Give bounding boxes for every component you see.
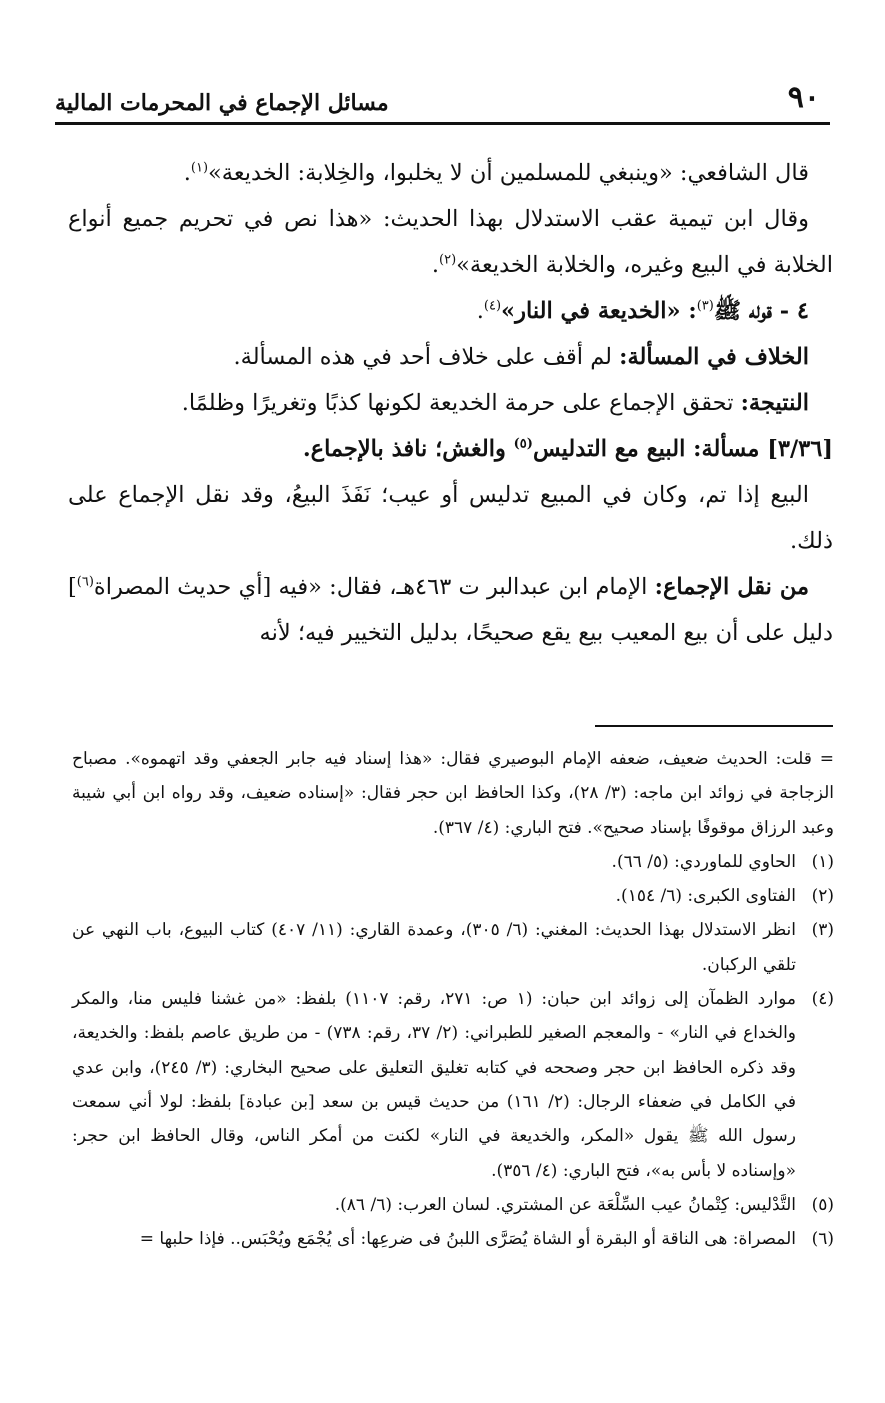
label-consensus-source: من نقل الإجماع:	[654, 574, 809, 600]
page-header	[55, 78, 830, 125]
paragraph-hadith: ٤ - قوله ﷺ$^{(٣)}$: «الخديعة في النار»$^{(٤)}$.	[476, 298, 809, 324]
footnote-ref: (٥)	[513, 436, 533, 452]
footnotes	[72, 742, 834, 1256]
footnote-ref: (١)	[190, 160, 209, 176]
paragraph-sale: البيع إذا تم، وكان في المبيع تدليس أو عيب؛ نَفَذَ البيعُ، وقد نقل الإجماع على ذلك.	[68, 482, 833, 554]
footnote-4: (٤) موارد الظمآن إلى زوائد ابن حبان: (١ ص: ٢٧١، رقم: ١١٠٧) بلفظ: «من غشنا فليس منا، والمكر والخداع في النار» - والمعجم الصغير للطبراني: (٢/ ٣٧، رقم: ٧٣٨) - من طريق عاصم بلفظ: والخديعة، وقد ذكره الحافظ ابن حجر وصححه في كتابه تغليق التعليق على صحيح البخاري: (٣/ ٢٤٥)، وابن عدي في الكامل في ضعفاء الرجال: (٢/ ١٦١) من حديث قيس بن سعد [بن عبادة] بلفظ: لولا أني سمعت رسول الله ﷺ يقول «المكر، والخديعة في النار» لكنت من أمكر الناس، وقال الحافظ ابن حجر: «وإسناده لا بأس به»، فتح الباري: (٤/ ٣٥٦).	[72, 989, 834, 1181]
footnote-3: (٣) انظر الاستدلال بهذا الحديث: المغني: (٦/ ٣٠٥)، وعمدة القاري: (١١/ ٤٠٧) كتاب البيوع، باب النهي عن تلقي الركبان.	[72, 920, 834, 975]
paragraph-ibn-taymiyya: وقال ابن تيمية عقب الاستدلال بهذا الحديث: «هذا نص في تحريم جميع أنواع الخلابة في البيع وغيره، والخلابة الخديعة»$^{(٢)}$.	[68, 206, 833, 278]
footnote-ref: (٦)	[76, 574, 94, 590]
footnote-divider	[595, 725, 833, 727]
label-disagreement: الخلاف في المسألة:	[619, 344, 809, 370]
label-result: النتيجة:	[740, 390, 809, 416]
issue-heading: [٣/٣٦] مسألة: البيع مع التدليس$^{(٥)}$ والغش؛ نافذ بالإجماع.	[302, 436, 833, 462]
page-number: ٩٠	[787, 80, 820, 115]
paragraph-consensus-source: من نقل الإجماع: الإمام ابن عبدالبر ت ٤٦٣هـ، فقال: «فيه [أي حديث المصراة$^{(٦)}$] دليل على أن بيع المعيب بيع يقع صحيحًا، بدليل التخيير فيه؛ لأنه	[68, 574, 833, 646]
running-title: مسائل الإجماع في المحرمات المالية	[55, 90, 389, 116]
paragraph-result: النتيجة: تحقق الإجماع على حرمة الخديعة لكونها كذبًا وتغريرًا وظلمًا.	[181, 390, 809, 416]
main-text	[68, 150, 833, 656]
footnote-continuation: = قلت: الحديث ضعيف، ضعفه الإمام البوصيري فقال: «هذا إسناد فيه جابر الجعفي وقد اتهموه». مصباح الزجاجة في زوائد ابن ماجه: (٣/ ٢٨)، وكذا الحافظ ابن حجر فقال: «إسناده ضعيف، وقد رواه ابن أبي شيبة وعبد الرزاق موقوفًا بإسناد صحيح». فتح الباري: (٤/ ٣٦٧).	[72, 749, 834, 838]
footnote-1: (١) الحاوي للماوردي: (٥/ ٦٦).	[611, 851, 834, 872]
footnote-2: (٢) الفتاوى الكبرى: (٦/ ١٥٤).	[615, 886, 834, 907]
paragraph-disagreement: الخلاف في المسألة: لم أقف على خلاف أحد في هذه المسألة.	[233, 344, 809, 370]
paragraph-shafii: قال الشافعي: «وينبغي للمسلمين أن لا يخلبوا، والخِلابة: الخديعة»$^{(١)}$.	[183, 160, 809, 186]
footnote-ref: (٤)	[483, 298, 502, 314]
footnote-ref: (٢)	[439, 252, 457, 268]
footnote-5: (٥) التَّدْليس: كِتْمانُ عيب السِّلْعَة عن المشتري. لسان العرب: (٦/ ٨٦).	[334, 1194, 834, 1215]
footnote-6: (٦) المصراة: هى الناقة أو البقرة أو الشاة يُصَرَّى اللبنُ فى ضرعِها: أى يُجْمَع ويُحْبَس.. فإذا حلبها =	[139, 1229, 834, 1250]
footnote-ref: (٣)	[696, 298, 714, 314]
